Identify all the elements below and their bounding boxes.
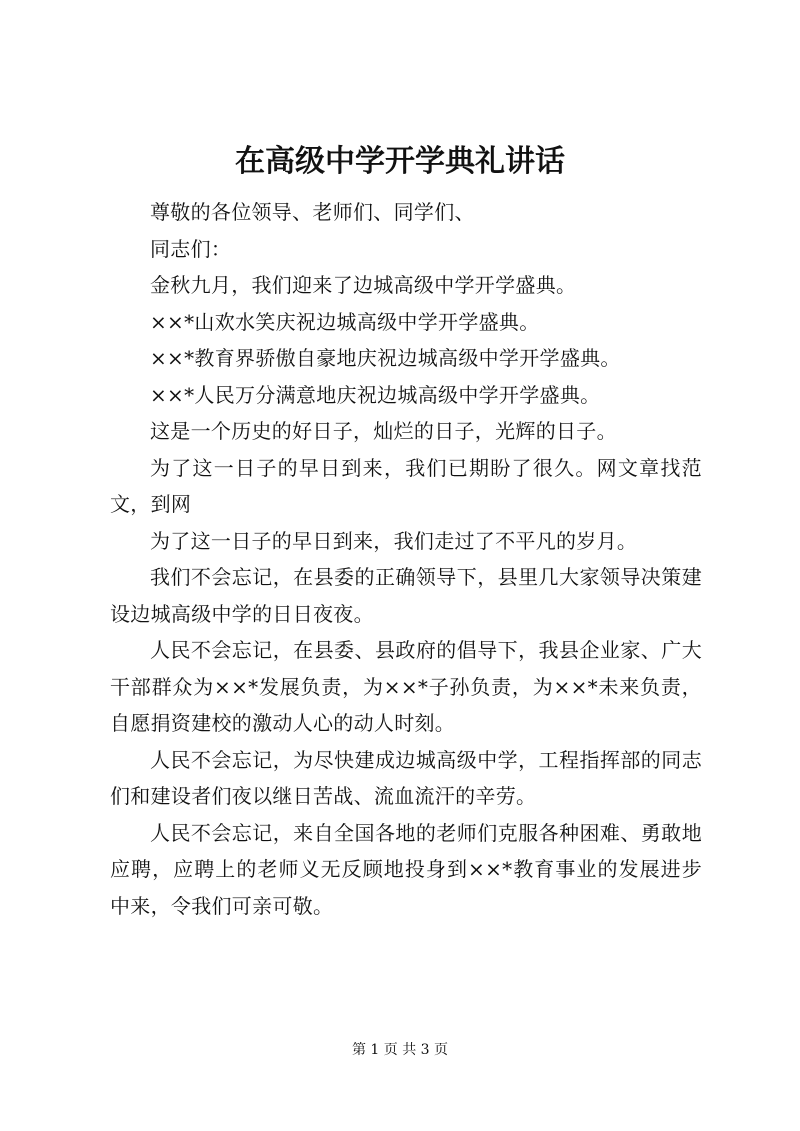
paragraph: ××*教育界骄傲自豪地庆祝边城高级中学开学盛典。 [150,346,621,370]
paragraph: 这是一个历史的好日子，灿烂的日子，光辉的日子。 [150,419,617,443]
paragraph: ××*山欢水笑庆祝边城高级中学开学盛典。 [150,309,540,334]
page-footer: 第 1 页 共 3 页 [351,1042,449,1058]
document-title: 在高级中学开学典礼讲话 [235,144,565,179]
paragraph: 人民不会忘记，来自全国各地的老师们克服各种困难、勇敢地应聘，应聘上的老师义无反顾地投身到××*教育事业的发展进步中来，令我们可亲可敬。 [110,820,702,918]
paragraph: 人民不会忘记，为尽快建成边城高级中学，工程指挥部的同志们和建设者们夜以继日苦战、流血流汗的辛劳。 [110,747,702,808]
paragraph: ××*人民万分满意地庆祝边城高级中学开学盛典。 [150,382,601,407]
paragraph: 我们不会忘记，在县委的正确领导下，县里几大家领导决策建设边城高级中学的日日夜夜。 [110,565,702,626]
document-body [110,194,702,924]
paragraph: 为了这一日子的早日到来，我们走过了不平凡的岁月。 [150,528,638,553]
paragraph: 为了这一日子的早日到来，我们已期盼了很久。网文章找范文，到网 [110,455,702,516]
paragraph: 人民不会忘记，在县委、县政府的倡导下，我县企业家、广大干部群众为××*发展负责，为××*子孙负责，为××*未来负责，自愿捐资建校的激动人心的动人时刻。 [110,638,702,735]
paragraph: 同志们： [150,236,232,261]
paragraph: 金秋九月，我们迎来了边城高级中学开学盛典。 [150,273,577,297]
paragraph: 尊敬的各位领导、老师们、同学们、 [150,200,475,224]
